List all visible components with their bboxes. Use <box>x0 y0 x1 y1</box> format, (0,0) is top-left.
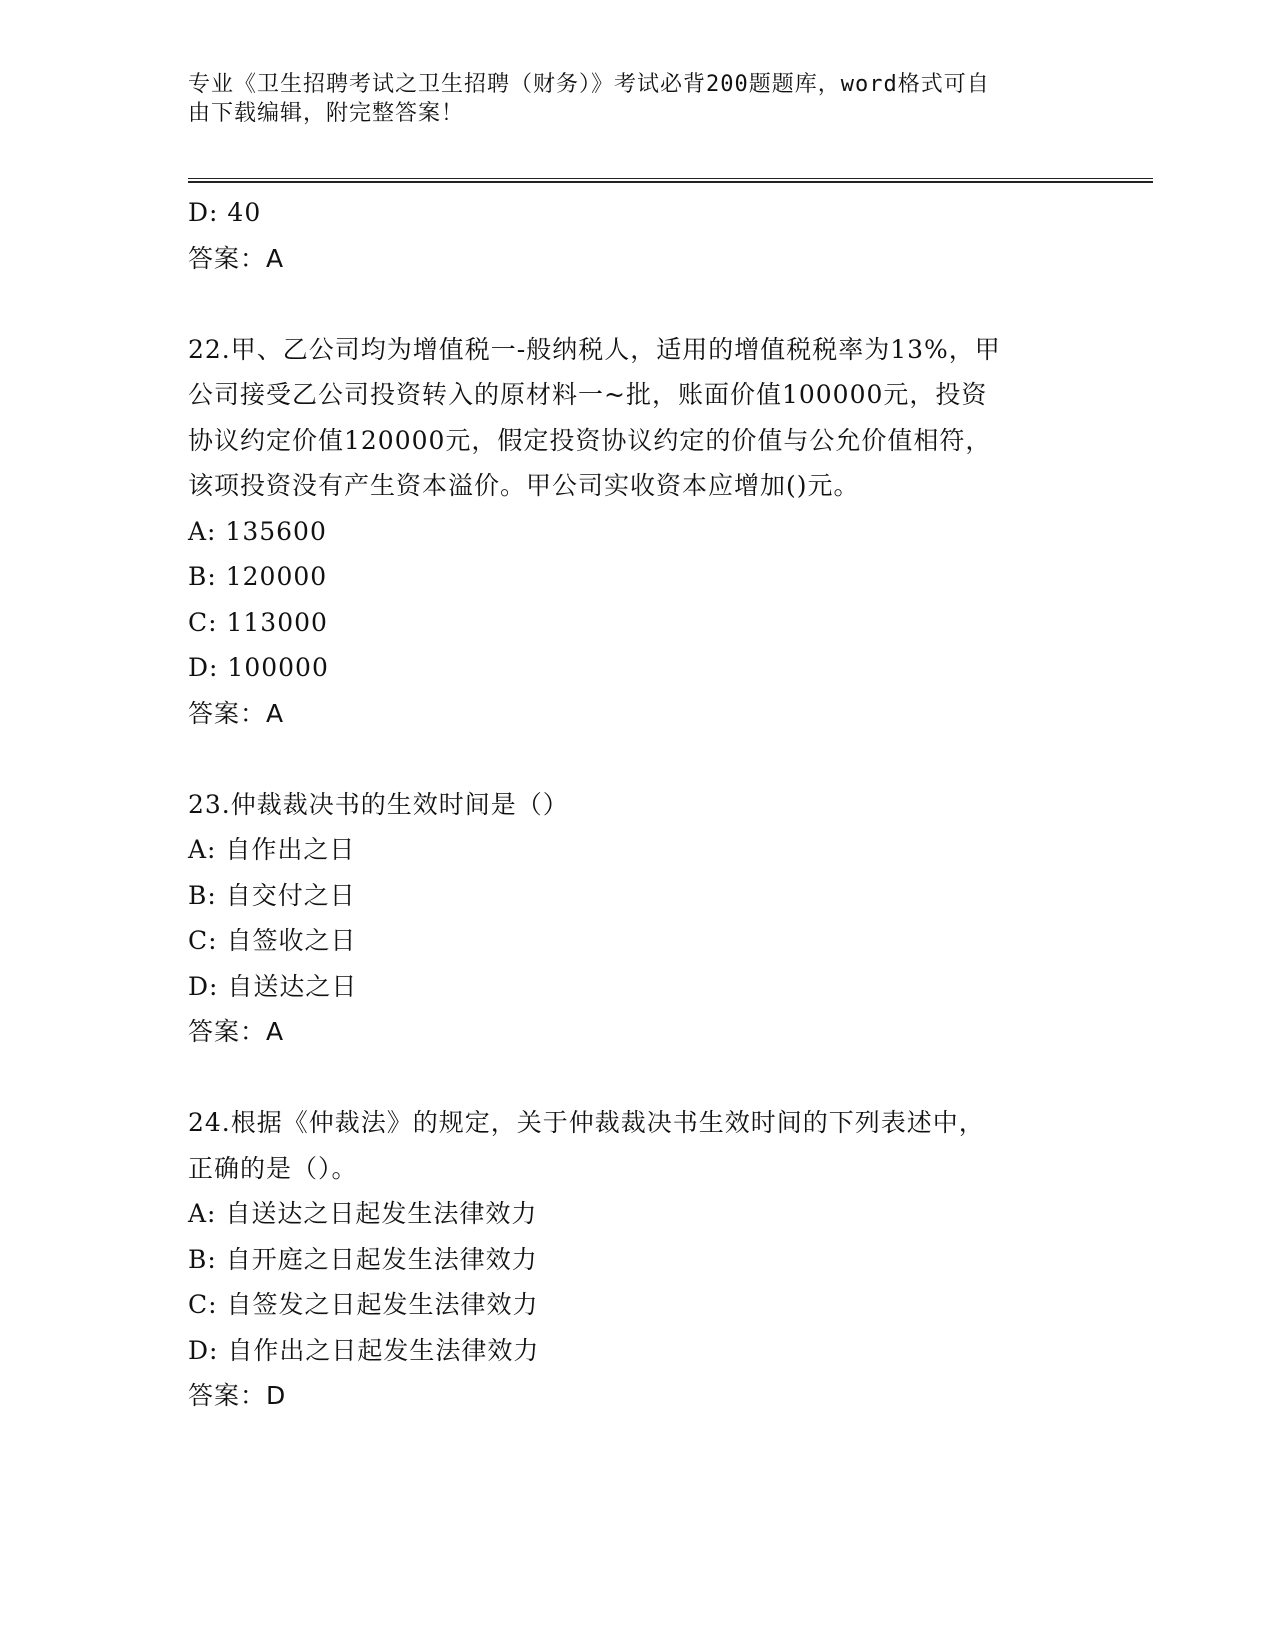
question-text-line: 该项投资没有产生资本溢价。甲公司实收资本应增加()元。 <box>188 471 860 500</box>
question-22 <box>188 327 1108 737</box>
header-divider-thick <box>188 181 1153 183</box>
header-line-1: 专业《卫生招聘考试之卫生招聘（财务）》考试必背200题题库，word格式可自 <box>188 72 990 97</box>
option-b: B: 自开庭之日起发生法律效力 <box>188 1244 538 1274</box>
option-b: B: 自交付之日 <box>188 880 356 910</box>
header-line-2: 由下载编辑，附完整答案！ <box>188 101 465 126</box>
question-list <box>188 190 1108 1419</box>
answer-line: 答案：A <box>188 698 285 728</box>
question-text-line: 24.根据《仲裁法》的规定，关于仲裁裁决书生效时间的下列表述中， <box>188 1108 985 1137</box>
option-c: C: 113000 <box>188 607 328 637</box>
answer-line: 答案：D <box>188 1381 287 1410</box>
question-23 <box>188 782 1108 1055</box>
question-text-line: 协议约定价值120000元，假定投资协议约定的价值与公允价值相符， <box>188 425 992 455</box>
question-text-line: 22.甲、乙公司均为增值税一-般纳税人，适用的增值税税率为13%，甲 <box>188 334 1001 364</box>
option-d: D: 自作出之日起发生法律效力 <box>188 1335 540 1365</box>
option-a: A: 自作出之日 <box>188 835 356 864</box>
spacer <box>188 281 1108 327</box>
spacer <box>188 1055 1108 1101</box>
option-c: C: 自签发之日起发生法律效力 <box>188 1290 539 1319</box>
question-24 <box>188 1100 1108 1419</box>
question-text-line: 正确的是（）。 <box>188 1153 358 1183</box>
previous-question-tail <box>188 190 1108 281</box>
option-a: A: 自送达之日起发生法律效力 <box>188 1199 538 1228</box>
option-d: D: 40 <box>188 198 262 227</box>
question-text-line: 23.仲裁裁决书的生效时间是（） <box>188 789 569 819</box>
option-b: B: 120000 <box>188 562 328 591</box>
option-c: C: 自签收之日 <box>188 926 357 955</box>
header-divider-thin <box>188 178 1153 179</box>
answer-line: 答案：A <box>188 243 285 273</box>
option-a: A: 135600 <box>188 516 327 546</box>
question-text-line: 公司接受乙公司投资转入的原材料一~批，账面价值100000元，投资 <box>188 380 988 409</box>
spacer <box>188 736 1108 782</box>
document-header <box>188 70 1068 128</box>
option-d: D: 100000 <box>188 653 329 682</box>
option-d: D: 自送达之日 <box>188 971 358 1001</box>
answer-line: 答案：A <box>188 1017 285 1046</box>
